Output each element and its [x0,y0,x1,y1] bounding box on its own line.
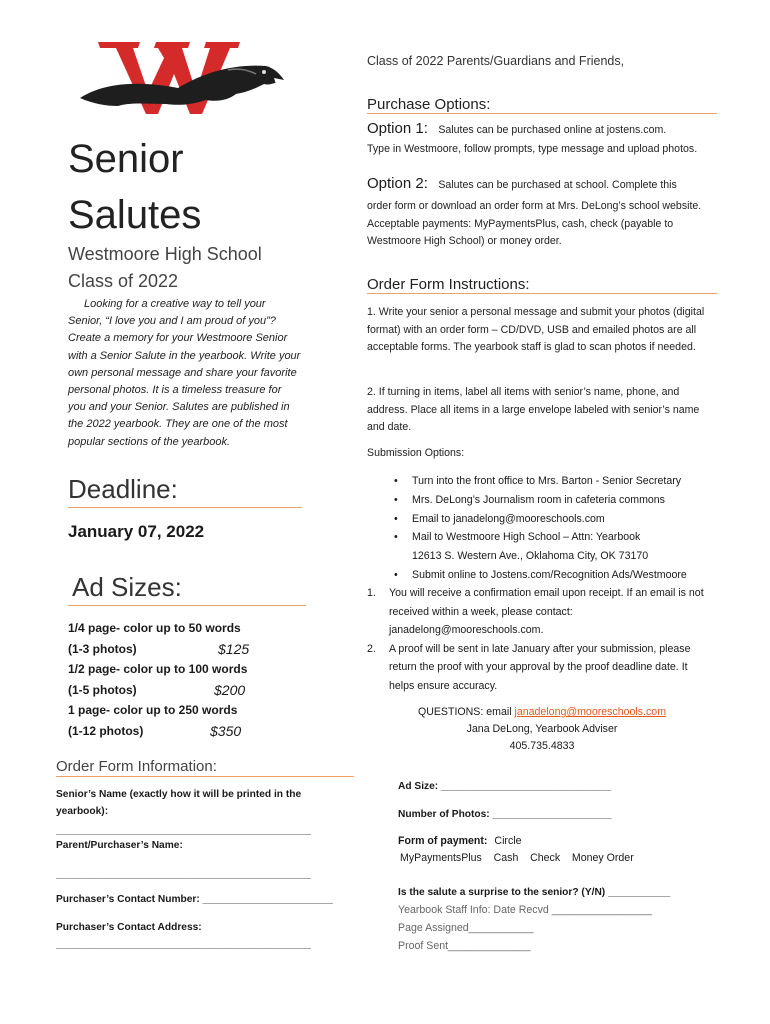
option2-label: Option 2: [367,175,428,192]
ad-row-label: 1 page- color up to 250 words [68,703,238,717]
list-item: • Email to janadelong@mooreschools.com [386,510,726,529]
numbered-text: A proof will be sent in late January after your submission, please return the proof with your approval by the proof deadline date. It helps ensure accuracy. [389,642,691,692]
numbered-item [367,584,717,640]
questions-email-link[interactable]: janadelong@mooreschools.com [514,706,667,718]
payment-label-row [398,833,522,850]
ad-row-price: $125 [218,640,250,657]
questions-prefix: QUESTIONS: email [417,706,515,718]
purchase-options-heading: Purchase Options: [367,96,717,114]
payment-label: Form of payment: [398,835,488,847]
staff-info: Yearbook Staff Info: Date Recvd _________________ [398,904,652,916]
title-line1: Senior [68,137,184,181]
ad-row [68,700,268,721]
numbered-item [367,640,717,696]
contact-number-field[interactable]: Purchaser’s Contact Number: _______________________ [56,894,333,905]
option2-text-b: order form or download an order form at Mrs. DeLong’s school website. Acceptable payments: MyPaymentsPlus, cash, check (payable to Westmoore High School) or money order. [367,200,702,247]
ad-row-label: 1/4 page- color up to 50 words [68,621,241,635]
school-logo-panther-w-icon [78,40,288,116]
numbered-list [367,584,717,695]
payment-circle: Circle [494,835,522,847]
parent-name-label: Parent/Purchaser’s Name: [56,840,183,851]
ad-row [68,618,268,639]
intro-paragraph: Looking for a creative way to tell your Senior, “I love you and I am proud of you”? Create a memory for your Westmoore Senior with a Senior Salute in the yearbook. Write your own personal message and share your favorite personal photos. It is a timeless treasure for you and your Senior. Salutes are published in the 2022 yearbook. They are one of the most popular sections of the yearbook. [68,298,301,448]
ad-row-price: $350 [210,722,242,739]
order-instructions-heading: Order Form Instructions: [367,276,717,294]
ad-row [68,680,268,701]
option1-label: Option 1: [367,120,428,137]
ad-row-label: (1-3 photos) [68,641,137,656]
option2-text-a: Salutes can be purchased at school. Complete this [438,179,677,191]
ad-sizes-heading: Ad Sizes: [68,572,306,606]
ad-row [68,721,268,742]
questions-line [367,704,717,721]
number: 2. [367,642,376,655]
list-item: • Turn into the front office to Mrs. Barton - Senior Secretary [386,472,726,491]
option1 [367,120,717,140]
contact-address-label: Purchaser’s Contact Address: [56,922,202,933]
deadline-date: January 07, 2022 [68,522,205,541]
ad-row-label: 1/2 page- color up to 100 words [68,662,248,676]
list-item: • Mail to Westmoore High School – Attn: Yearbook [386,528,726,547]
payment-options[interactable]: MyPaymentsPlus Cash Check Money Order [400,852,634,864]
adviser-name: Jana DeLong, Yearbook Adviser [466,723,618,735]
order-info-heading: Order Form Information: [56,758,354,777]
senior-name-field[interactable]: _____________________________________________ [56,825,311,836]
school-name: Westmoore High School [68,244,262,264]
contact-address-field[interactable]: _____________________________________________ [56,939,311,950]
submission-heading: Submission Options: [367,447,465,459]
title-line2: Salutes [68,193,202,237]
ad-row-label: (1-5 photos) [68,682,137,697]
ad-row [68,659,268,680]
list-item: • Submit online to Jostens.com/Recognition Ads/Westmoore [386,566,726,585]
numbered-text: You will receive a confirmation email upon receipt. If an email is not received within a week, please contact: janadelong@mooreschools.com. [389,587,704,636]
page-assigned: Page Assigned___________ [398,922,534,934]
ad-sizes-list [68,618,268,741]
mail-address-text: 12613 S. Western Ave., Oklahoma City, OK 73170 [412,550,649,563]
proof-sent: Proof Sent______________ [398,940,531,952]
list-item: • Mrs. DeLong’s Journalism room in cafeteria commons [386,491,726,510]
mail-address [386,547,726,566]
option1-text-b: Type in Westmoore, follow prompts, type message and upload photos. [367,143,698,155]
num-photos-field[interactable]: Number of Photos: _____________________ [398,809,612,820]
surprise-field[interactable]: Is the salute a surprise to the senior? (Y/N) ___________ [398,887,671,898]
parent-name-field[interactable]: _____________________________________________ [56,869,311,880]
number: 1. [367,587,376,599]
adviser-phone: 405.735.4833 [509,740,575,752]
instruction-2: 2. If turning in items, label all items with senior’s name, phone, and address. Place all items in a large envelope labeled with senior’s name and date. [367,386,700,433]
deadline-heading: Deadline: [68,474,302,508]
instruction-1: 1. Write your senior a personal message and submit your photos (digital format) with an order form – CD/DVD, USB and emailed photos are all acceptable forms. The yearbook staff is glad to scan photos if needed. [367,306,705,353]
submission-list [386,472,726,585]
ad-row-price: $200 [214,681,246,698]
option2 [367,175,717,195]
greeting: Class of 2022 Parents/Guardians and Friends, [367,54,625,68]
senior-name-label: Senior’s Name (exactly how it will be printed in the yearbook): [56,789,302,817]
ad-size-field[interactable]: Ad Size: ______________________________ [398,781,611,792]
option1-text-a: Salutes can be purchased online at jostens.com. [438,124,667,136]
ad-row [68,639,268,660]
class-year: Class of 2022 [68,271,179,291]
ad-row-label: (1-12 photos) [68,723,144,738]
questions-block [367,704,717,755]
